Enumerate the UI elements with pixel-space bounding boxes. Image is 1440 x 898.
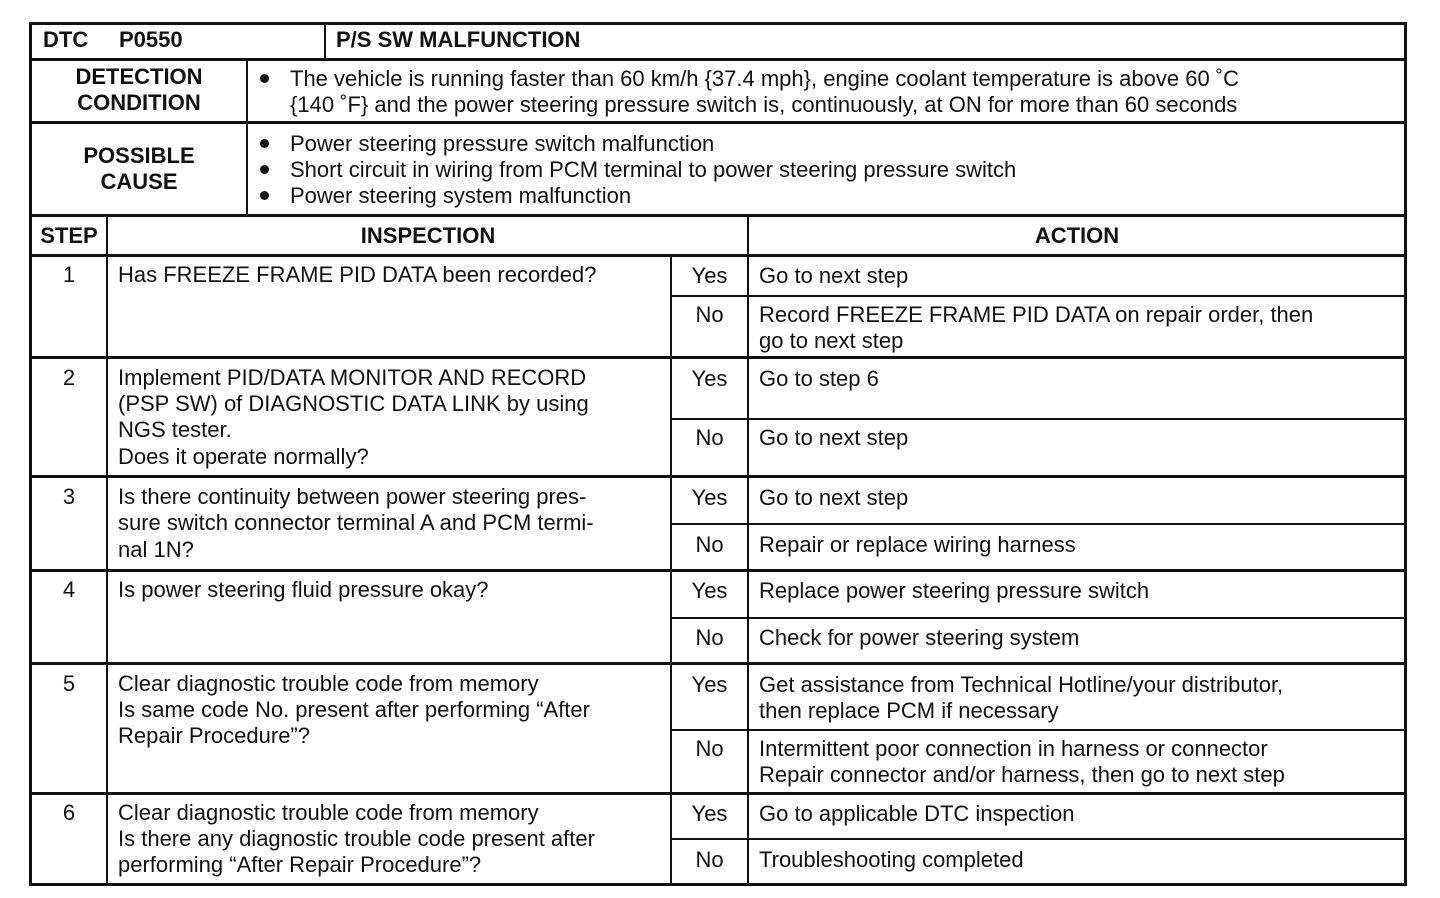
inspection-text: performing “After Repair Procedure”? — [118, 852, 482, 877]
no-action-text: Repair or replace wiring harness — [759, 532, 1076, 557]
rule-row3-split — [671, 523, 1406, 525]
yes-action-text: then replace PCM if necessary — [759, 698, 1059, 723]
yes-action-text: Go to next step — [759, 485, 909, 510]
step-number: 3 — [62, 484, 76, 509]
no-label: No — [695, 425, 724, 450]
inspection-text: NGS tester. — [118, 417, 232, 442]
inspection-text: Clear diagnostic trouble code from memory — [118, 800, 539, 825]
rule-row1-bottom — [31, 356, 1406, 359]
cause-item: Power steering pressure switch malfunction — [290, 131, 715, 156]
yes-action-text: Replace power steering pressure switch — [759, 578, 1150, 603]
rule-header-bottom — [31, 58, 1406, 61]
cause-bullet — [260, 165, 269, 174]
no-action-text: Repair connector and/or harness, then go to next step — [759, 762, 1285, 787]
step-number: 1 — [62, 262, 76, 287]
no-action-text: Record FREEZE FRAME PID DATA on repair order, then — [759, 302, 1314, 327]
rule-row5-split — [671, 729, 1406, 731]
rule-detection-bottom — [31, 121, 1406, 124]
rule-row5-bottom — [31, 792, 1406, 795]
detection-bullet — [260, 74, 269, 83]
step-number: 6 — [62, 800, 76, 825]
inspection-text: Does it operate normally? — [118, 444, 369, 469]
no-label: No — [695, 302, 724, 327]
yes-action-text: Go to step 6 — [759, 366, 879, 391]
inspection-text: Clear diagnostic trouble code from memory — [118, 671, 539, 696]
dtc-code: P0550 — [119, 27, 183, 52]
step-number: 5 — [62, 671, 76, 696]
inspection-text: nal 1N? — [118, 537, 194, 562]
cause-item: Short circuit in wiring from PCM terminal to power steering pressure switch — [290, 157, 1017, 182]
no-action-text: Check for power steering system — [759, 625, 1080, 650]
no-action-text: go to next step — [759, 328, 904, 353]
detection-text-line1: The vehicle is running faster than 60 km/h {37.4 mph}, engine coolant temperature is above 60 ˚C — [290, 66, 1240, 91]
detection-label-line2: CONDITION — [77, 90, 201, 115]
inspection-column-header: INSPECTION — [360, 223, 496, 248]
inspection-text: Is there any diagnostic trouble code present after — [118, 826, 595, 851]
rule-step-divider — [106, 216, 108, 884]
rule-inspection-divider — [670, 256, 672, 884]
yes-action-text: Go to applicable DTC inspection — [759, 801, 1075, 826]
yes-label: Yes — [691, 366, 728, 391]
detection-label-line1: DETECTION — [75, 64, 203, 89]
inspection-text: Is same code No. present after performing “After — [118, 697, 590, 722]
cause-bullet — [260, 191, 269, 200]
inspection-text: (PSP SW) of DIAGNOSTIC DATA LINK by using — [118, 391, 589, 416]
no-action-text: Troubleshooting completed — [759, 847, 1024, 872]
no-label: No — [695, 736, 724, 761]
cause-item: Power steering system malfunction — [290, 183, 632, 208]
step-number: 2 — [62, 365, 76, 390]
yes-label: Yes — [691, 578, 728, 603]
no-action-text: Go to next step — [759, 425, 909, 450]
rule-row6-split — [671, 838, 1406, 840]
rule-row4-split — [671, 617, 1406, 619]
rule-row3-bottom — [31, 569, 1406, 572]
action-column-header: ACTION — [1034, 223, 1120, 248]
no-action-text: Intermittent poor connection in harness or connector — [759, 736, 1268, 761]
rule-header-divider — [324, 24, 326, 60]
dtc-label: DTC — [43, 27, 89, 52]
inspection-text: Is power steering fluid pressure okay? — [118, 577, 489, 602]
yes-label: Yes — [691, 485, 728, 510]
step-column-header: STEP — [40, 223, 98, 248]
rule-colheader-bottom — [31, 254, 1406, 257]
no-label: No — [695, 532, 724, 557]
rule-action-divider — [747, 216, 749, 884]
cause-label-line1: POSSIBLE — [83, 143, 195, 168]
yes-action-text: Get assistance from Technical Hotline/your distributor, — [759, 672, 1284, 697]
no-label: No — [695, 625, 724, 650]
inspection-text: Implement PID/DATA MONITOR AND RECORD — [118, 365, 587, 390]
step-number: 4 — [62, 577, 76, 602]
yes-label: Yes — [691, 672, 728, 697]
page-title: P/S SW MALFUNCTION — [336, 27, 581, 52]
rule-row1-split — [671, 295, 1406, 297]
yes-action-text: Go to next step — [759, 263, 909, 288]
no-label: No — [695, 847, 724, 872]
yes-label: Yes — [691, 801, 728, 826]
rule-row2-bottom — [31, 475, 1406, 478]
rule-row4-bottom — [31, 662, 1406, 665]
rule-row2-split — [671, 418, 1406, 420]
cause-label-line2: CAUSE — [100, 169, 178, 194]
inspection-text: Repair Procedure”? — [118, 723, 310, 748]
inspection-text: Is there continuity between power steering pres- — [118, 484, 587, 509]
detection-text-line2: {140 ˚F} and the power steering pressure switch is, continuously, at ON for more than 60 seconds — [290, 92, 1238, 117]
rule-cause-bottom — [31, 214, 1406, 217]
inspection-text: Has FREEZE FRAME PID DATA been recorded? — [118, 262, 597, 287]
yes-label: Yes — [691, 263, 728, 288]
rule-label-divider — [246, 59, 248, 216]
cause-bullet — [260, 139, 269, 148]
inspection-text: sure switch connector terminal A and PCM termi- — [118, 510, 594, 535]
